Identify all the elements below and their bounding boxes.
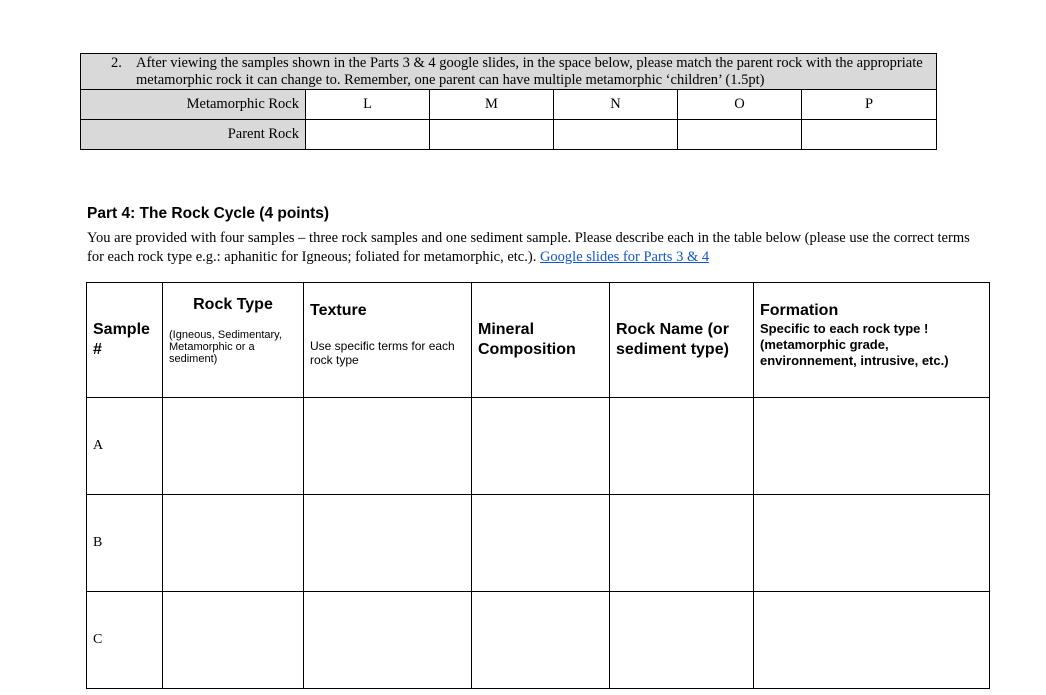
- letter-n: N: [554, 90, 678, 120]
- letter-p: P: [802, 90, 937, 120]
- header-rock-type: [163, 283, 304, 398]
- cell-mineral-c[interactable]: [472, 592, 610, 689]
- cell-formation-c[interactable]: [754, 592, 990, 689]
- rock-cycle-table: [86, 282, 990, 689]
- metamorphic-rock-label: Metamorphic Rock: [81, 90, 306, 120]
- question-number: 2.: [111, 55, 122, 71]
- row-label-a: A: [87, 398, 163, 495]
- table-row: [87, 398, 990, 495]
- header-mineral: [472, 283, 610, 398]
- cell-mineral-b[interactable]: [472, 495, 610, 592]
- question-text: After viewing the samples shown in the Parts 3 & 4 google slides, in the space below, please match the parent rock with the appropriate metamorphic rock it can change to. Remember, one parent can have multiple metamorphic ‘children’ (1.5pt): [136, 55, 923, 88]
- cell-texture-c[interactable]: [304, 592, 472, 689]
- parent-rock-label: Parent Rock: [81, 120, 306, 150]
- parent-rock-input-m[interactable]: [430, 120, 554, 150]
- header-rock-type-note: (Igneous, Sedimentary, Metamorphic or a sediment): [169, 329, 282, 365]
- row-label-c: C: [87, 592, 163, 689]
- cell-texture-a[interactable]: [304, 398, 472, 495]
- header-formation-note: Specific to each rock type ! (metamorphic grade, environnement, intrusive, etc.): [760, 321, 949, 368]
- cell-texture-b[interactable]: [304, 495, 472, 592]
- header-rock-type-label: Rock Type: [193, 296, 273, 313]
- parent-rock-input-p[interactable]: [802, 120, 937, 150]
- row-label-b: B: [87, 495, 163, 592]
- header-texture-note: Use specific terms for each rock type: [310, 339, 455, 367]
- cell-rock-name-a[interactable]: [610, 398, 754, 495]
- header-formation-label: Formation: [760, 302, 839, 319]
- letter-o: O: [678, 90, 802, 120]
- cell-rock-type-c[interactable]: [163, 592, 304, 689]
- parent-rock-input-o[interactable]: [678, 120, 802, 150]
- letter-m: M: [430, 90, 554, 120]
- cell-mineral-a[interactable]: [472, 398, 610, 495]
- question-cell: [81, 54, 937, 90]
- cell-rock-name-b[interactable]: [610, 495, 754, 592]
- table-row: [87, 592, 990, 689]
- cell-rock-type-b[interactable]: [163, 495, 304, 592]
- header-texture: [304, 283, 472, 398]
- cell-rock-name-c[interactable]: [610, 592, 754, 689]
- header-texture-label: Texture: [310, 302, 367, 319]
- parent-rock-input-l[interactable]: [306, 120, 430, 150]
- header-rock-name: [610, 283, 754, 398]
- cell-formation-a[interactable]: [754, 398, 990, 495]
- letter-l: L: [306, 90, 430, 120]
- header-formation: [754, 283, 990, 398]
- matching-table: [80, 53, 937, 150]
- part4-description: [87, 229, 987, 267]
- header-mineral-label: Mineral Composition: [478, 321, 576, 358]
- part4-description-text: You are provided with four samples – three rock samples and one sediment sample. Please describe each in the table below (please use the correct terms for each rock type e.g.: aphanitic for Igneous; foliated for metamorphic, etc.).: [87, 230, 970, 265]
- google-slides-link[interactable]: Google slides for Parts 3 & 4: [539, 249, 710, 265]
- table-row: [87, 495, 990, 592]
- part4-heading: Part 4: The Rock Cycle (4 points): [87, 205, 330, 222]
- header-rock-name-label: Rock Name (or sediment type): [616, 321, 729, 358]
- cell-formation-b[interactable]: [754, 495, 990, 592]
- header-sample-label: Sample #: [93, 321, 150, 358]
- header-sample: [87, 283, 163, 398]
- parent-rock-input-n[interactable]: [554, 120, 678, 150]
- cell-rock-type-a[interactable]: [163, 398, 304, 495]
